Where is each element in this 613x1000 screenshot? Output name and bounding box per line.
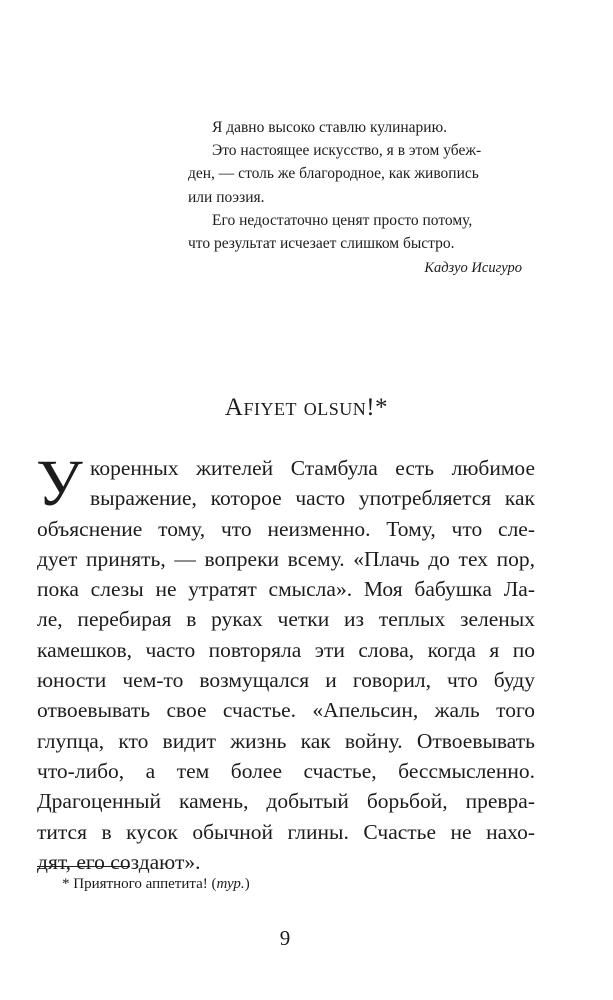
- body-line: коренных жителей Стамбула есть любимое: [90, 456, 535, 480]
- drop-cap: У: [36, 447, 83, 520]
- body-line: что-либо, а тем более счастье, бессмысленно.: [37, 758, 535, 783]
- body-line: тится в кусок обычной глины. Счастье не нахо-: [37, 819, 535, 844]
- body-line: ле, перебирая в руках четки из теплых зеленых: [37, 607, 535, 632]
- body-line: объяснение тому, что неизменно. Тому, что сле-: [37, 516, 535, 541]
- body-line: дят, его создают».: [37, 849, 201, 874]
- body-line: юности чем-то возмущался и говорил, что буду: [37, 668, 535, 693]
- footnote-close: ): [244, 876, 250, 892]
- epigraph-line: или поэзия.: [188, 188, 265, 206]
- body-line: глупца, кто видит жизнь как войну. Отвоевывать: [37, 728, 535, 753]
- chapter-title: Afiyet olsun!*: [224, 394, 389, 421]
- footnote-language-abbr: тур.: [216, 876, 245, 892]
- body-line: пока слезы не утратят смысла». Моя бабушка Ла-: [37, 577, 535, 602]
- body-line: выражение, которое часто употребляется как: [90, 486, 535, 511]
- body-line: камешков, часто повторяла эти слова, когда я по: [37, 637, 535, 662]
- footnote-text: * Приятного аппетита! (: [62, 876, 217, 892]
- body-line: отвоевывать свое счастье. «Апельсин, жаль того: [37, 698, 535, 723]
- epigraph-author: Кадзуо Исигуро: [424, 260, 522, 277]
- body-line: Драгоценный камень, добытый борьбой, превра-: [37, 789, 535, 814]
- footnote-divider: [37, 866, 130, 867]
- epigraph-line: Его недостаточно ценят просто потому,: [212, 211, 473, 229]
- page-number: 9: [279, 926, 291, 950]
- epigraph-line: Это настоящее искусство, я в этом убеж-: [212, 142, 482, 160]
- epigraph-line: ден, — столь же благородное, как живопись: [188, 165, 479, 183]
- body-text: [36, 447, 535, 877]
- epigraph-line: что результат исчезает слишком быстро.: [188, 235, 455, 253]
- footnote: [62, 876, 250, 893]
- epigraph: [188, 116, 530, 280]
- body-line: дует принять, — вопреки всему. «Плачь до тех пор,: [37, 546, 535, 571]
- epigraph-line: Я давно высоко ставлю кулинарию.: [212, 119, 448, 136]
